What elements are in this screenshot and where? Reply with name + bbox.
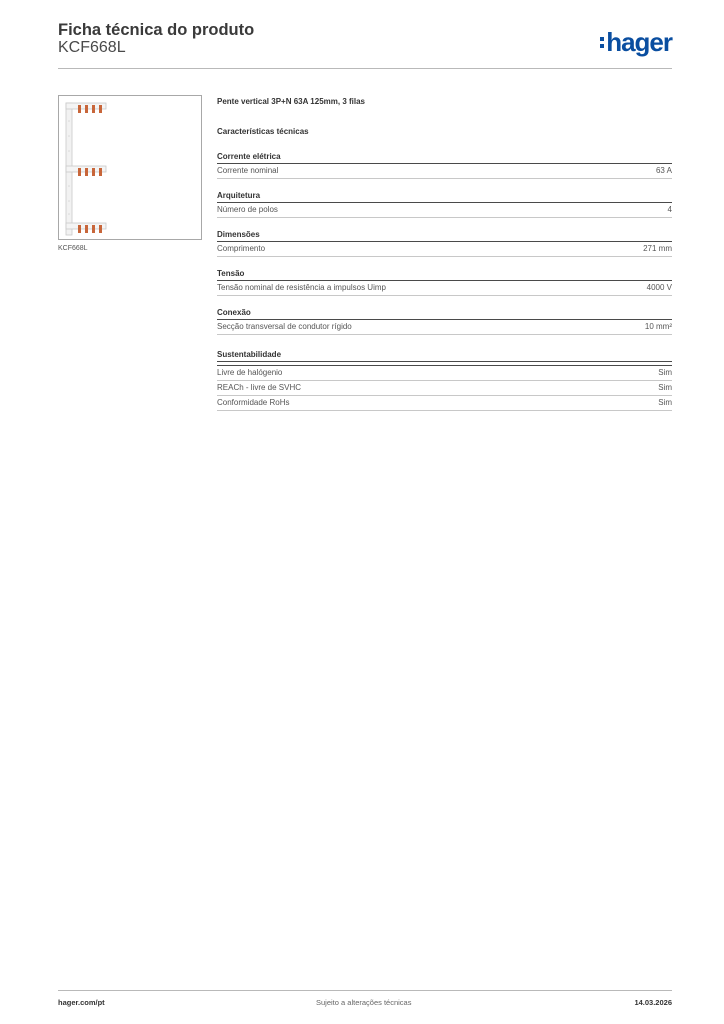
- spec-label: Conformidade RoHs: [217, 398, 290, 407]
- group-title: Corrente elétrica: [217, 150, 672, 164]
- spec-row: [217, 242, 672, 257]
- spec-value: Sim: [658, 383, 672, 392]
- spec-row: [217, 281, 672, 296]
- header-divider: [58, 68, 672, 69]
- group-title: Dimensões: [217, 228, 672, 242]
- spec-row: [217, 396, 672, 411]
- footer-website[interactable]: hager.com/pt: [58, 998, 105, 1007]
- busbar-comb-icon: [59, 96, 201, 239]
- spec-value: 4: [667, 205, 672, 214]
- spec-label: Número de polos: [217, 205, 278, 214]
- spec-value: 10 mm²: [644, 322, 672, 331]
- spec-value: 63 A: [655, 166, 672, 175]
- spec-label: Comprimento: [217, 244, 266, 253]
- spec-row: [217, 381, 672, 396]
- product-image: [58, 95, 202, 240]
- spec-label: Tensão nominal de resistência a impulsos Uimp: [217, 283, 386, 292]
- spec-row: [217, 366, 672, 381]
- spec-label: Livre de halógenio: [217, 368, 283, 377]
- logo-text: hager: [606, 27, 672, 57]
- footer-date: 14.03.2026: [634, 998, 672, 1007]
- spec-group-voltage: [217, 267, 672, 296]
- spec-value: Sim: [658, 368, 672, 377]
- spec-group-dimensions: [217, 228, 672, 257]
- footer-notice: Sujeito a alterações técnicas: [316, 998, 412, 1007]
- spec-label: Secção transversal de condutor rígido: [217, 322, 352, 331]
- spec-value: Sim: [658, 398, 672, 407]
- spec-group-sustainability: [217, 348, 672, 411]
- group-title: Conexão: [217, 306, 672, 320]
- spec-row: [217, 164, 672, 179]
- section-label: Características técnicas: [217, 127, 309, 136]
- logo-dots-icon: [600, 37, 604, 48]
- group-title: Sustentabilidade: [217, 348, 672, 362]
- spec-label: REACh - livre de SVHC: [217, 383, 302, 392]
- brand-logo: [600, 27, 672, 57]
- spec-value: 4000 V: [646, 283, 672, 292]
- footer-divider: [58, 990, 672, 991]
- spec-group-connection: [217, 306, 672, 335]
- image-caption: KCF668L: [58, 245, 88, 252]
- group-title: Tensão: [217, 267, 672, 281]
- spec-group-current: [217, 150, 672, 179]
- spec-row: [217, 320, 672, 335]
- spec-value: 271 mm: [643, 244, 672, 253]
- page-title: Ficha técnica do produto: [58, 21, 255, 39]
- spec-group-architecture: [217, 189, 672, 218]
- spec-panel: [217, 95, 672, 411]
- product-title: Pente vertical 3P+N 63A 125mm, 3 filas: [217, 97, 366, 106]
- product-code: KCF668L: [58, 39, 126, 56]
- spec-row: [217, 203, 672, 218]
- group-title: Arquitetura: [217, 189, 672, 203]
- spec-label: Corrente nominal: [217, 166, 279, 175]
